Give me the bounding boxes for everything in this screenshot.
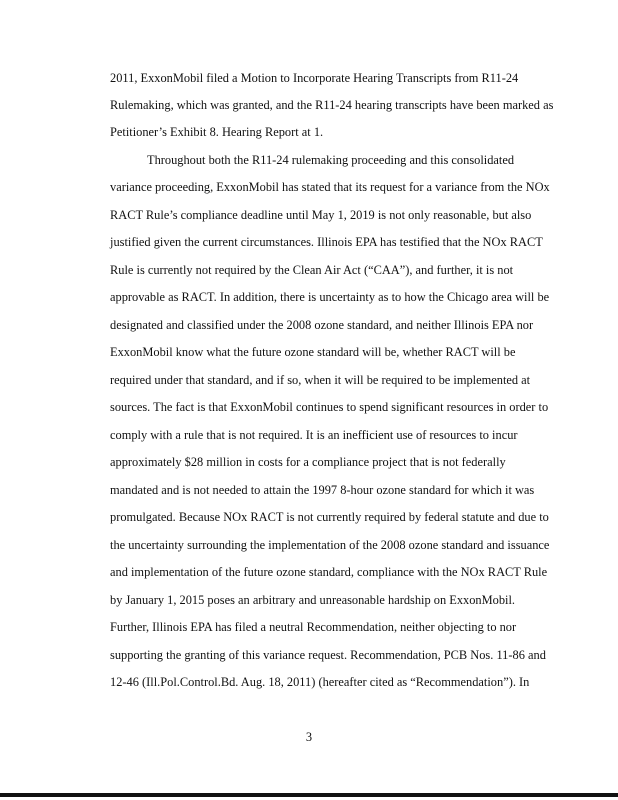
text-line: supporting the granting of this variance request. Recommendation, PCB Nos. 11-86 and <box>110 648 546 662</box>
text-line: required under that standard, and if so, when it will be required to be implemented at <box>110 373 531 387</box>
text-line: variance proceeding, ExxonMobil has stated that its request for a variance from the NOx <box>110 180 550 194</box>
text-line: RACT Rule’s compliance deadline until May 1, 2019 is not only reasonable, but also <box>110 208 532 222</box>
text-line: comply with a rule that is not required. It is an inefficient use of resources to incur <box>110 428 518 442</box>
text-line: sources. The fact is that ExxonMobil continues to spend significant resources in order to <box>110 400 549 414</box>
text-line: the uncertainty surrounding the implementation of the 2008 ozone standard and issuance <box>110 538 550 552</box>
text-line: Rule is currently not required by the Clean Air Act (“CAA”), and further, it is not <box>110 263 514 277</box>
paragraph-first-line: Throughout both the R11-24 rulemaking proceeding and this consolidated <box>147 153 515 167</box>
text-line: justified given the current circumstances. Illinois EPA has testified that the NOx RACT <box>110 235 543 249</box>
text-line: promulgated. Because NOx RACT is not currently required by federal statute and due to <box>110 510 549 524</box>
text-line: Rulemaking, which was granted, and the R11-24 hearing transcripts have been marked as <box>110 98 554 112</box>
text-line: mandated and is not needed to attain the 1997 8-hour ozone standard for which it was <box>110 483 535 497</box>
text-line: ExxonMobil know what the future ozone standard will be, whether RACT will be <box>110 345 516 359</box>
bottom-rule <box>0 793 618 797</box>
text-line: by January 1, 2015 poses an arbitrary and unreasonable hardship on ExxonMobil. <box>110 593 516 607</box>
text-line: approximately $28 million in costs for a compliance project that is not federally <box>110 455 506 469</box>
text-line: and implementation of the future ozone standard, compliance with the NOx RACT Rule <box>110 565 548 579</box>
text-line: approvable as RACT. In addition, there is uncertainty as to how the Chicago area will be <box>110 290 550 304</box>
text-line: Further, Illinois EPA has filed a neutral Recommendation, neither objecting to nor <box>110 620 517 634</box>
text-line: Petitioner’s Exhibit 8. Hearing Report at 1. <box>110 125 324 139</box>
text-line: 12-46 (Ill.Pol.Control.Bd. Aug. 18, 2011) (hereafter cited as “Recommendation”). In <box>110 675 530 689</box>
page-number: 3 <box>305 730 313 744</box>
text-line: 2011, ExxonMobil filed a Motion to Incorporate Hearing Transcripts from R11-24 <box>110 71 519 85</box>
text-line: designated and classified under the 2008 ozone standard, and neither Illinois EPA nor <box>110 318 534 332</box>
